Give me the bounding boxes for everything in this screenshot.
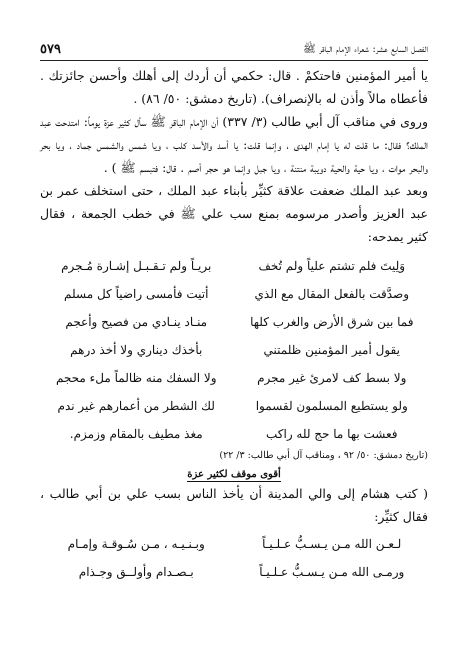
poem-reference: (تاريخ دمشق: ٥٠/ ٩٢ ، ومناقب آل أبي طالب: ٣/ ٢٢) (219, 450, 428, 461)
poem (46, 252, 422, 448)
paragraph: ( كتب هشام إلى والي المدينة أن يأخذ الناس بسب علي بن أبي طالب ، فقال كثيِّر: (40, 486, 428, 524)
section-title-text: أقوى موقف لكثير عزة (187, 469, 281, 480)
verse-second-hemistich: بـصـدام وأولــق وجـذام (78, 565, 194, 579)
paragraph: وروى في مناقب آل أبي طالب (٣/ ٣٣٧) أن الإمام الباقر ﷺ سأل كثير عزة يوماً: امتدحت عبد الملك؟ فقال: ما قلت له يا إمام الهدى ، وإنما قلت: يا أسد والأسد كلب ، ويا شمس والشمس جماد ، ويا بحر والبحر موات ، ويا حية والحية دويبة منتنة ، ويا جبل وإنما هو حجر أصم . قال: فتبسم ﷺ ) . (40, 114, 428, 175)
verse-second-hemistich: أتيت فأمسى راضياً كل مسلم (64, 287, 209, 301)
verse-first-hemistich: فعشت بها ما حج لله راكب (265, 427, 398, 441)
page-body (40, 64, 428, 586)
poem-verse (46, 336, 422, 364)
section-title (40, 468, 428, 482)
verse-first-hemistich: وَلِيتَ فلم تشتم علياً ولم تُخف (258, 259, 406, 273)
verse-second-hemistich: بأخذك ديناري ولا أخذ درهم (70, 343, 203, 357)
verse-first-hemistich: لـعـن الله مـن يـسـبُّ عـلـيـاً (262, 537, 402, 551)
header-divider (40, 60, 428, 61)
page-number: ٥٧٩ (40, 42, 61, 57)
verse-second-hemistich: منـاد ينـادي من فصيح وأعجم (65, 315, 208, 329)
running-title: الفصل السابع عشر: شعراء الإمام الباقر ﷺ (303, 43, 428, 55)
poem-verse (46, 364, 422, 392)
poem-verse (46, 252, 422, 280)
poem-verse (46, 308, 422, 336)
poem-verse (46, 420, 422, 448)
verse-second-hemistich: ولا السفك منه ظالماً ملء محجم (55, 371, 217, 385)
poem (46, 530, 422, 586)
page-header (40, 42, 428, 58)
verse-second-hemistich: مغذ مطيف بالمقام وزمزم. (69, 427, 203, 441)
verse-second-hemistich: لك الشطر من أعمارهم غير ندم (57, 399, 215, 413)
verse-first-hemistich: ورمـى الله مـن يـسـبُّ عـلـيـاً (259, 565, 405, 579)
paragraph: وبعد عبد الملك ضعفت علاقة كثيِّر بأبناء عبد الملك ، حتى استخلف عمر بن عبد العزيز وأصدر مرسومه بمنع سب علي ﷺ في خطب الجمعة ، فقال كثير يمدحه: (40, 183, 428, 244)
verse-first-hemistich: فما بين شرق الأرض والغرب كلها (250, 315, 414, 329)
poem-verse (46, 558, 422, 586)
verse-second-hemistich: وبـنـيـه ، مـن سُـوقـة وإمـام (67, 537, 205, 551)
poem-verse (46, 280, 422, 308)
verse-first-hemistich: ولو يستطيع المسلمون لقسموا (255, 399, 408, 413)
paragraph: يا أمير المؤمنين فاحتكمْ . قال: حكمي أن أردك إلى أهلك وأحسن جائزتك . فأعطاه مالاً وأذن له بالإنصراف). (تاريخ دمشق: ٥٠/ ٨٦) . (40, 68, 428, 106)
verse-first-hemistich: ولا بسط كف لامرئ غير مجرم (257, 371, 407, 385)
verse-second-hemistich: بريـاً ولم تـقـبـل إشـارة مُـجرم (61, 259, 212, 273)
verse-first-hemistich: يقول أمير المؤمنين ظلمتني (263, 343, 400, 357)
poem-verse (46, 530, 422, 558)
verse-first-hemistich: وصدَّقت بالفعل المقال مع الذي (254, 287, 410, 301)
poem-verse (46, 392, 422, 420)
